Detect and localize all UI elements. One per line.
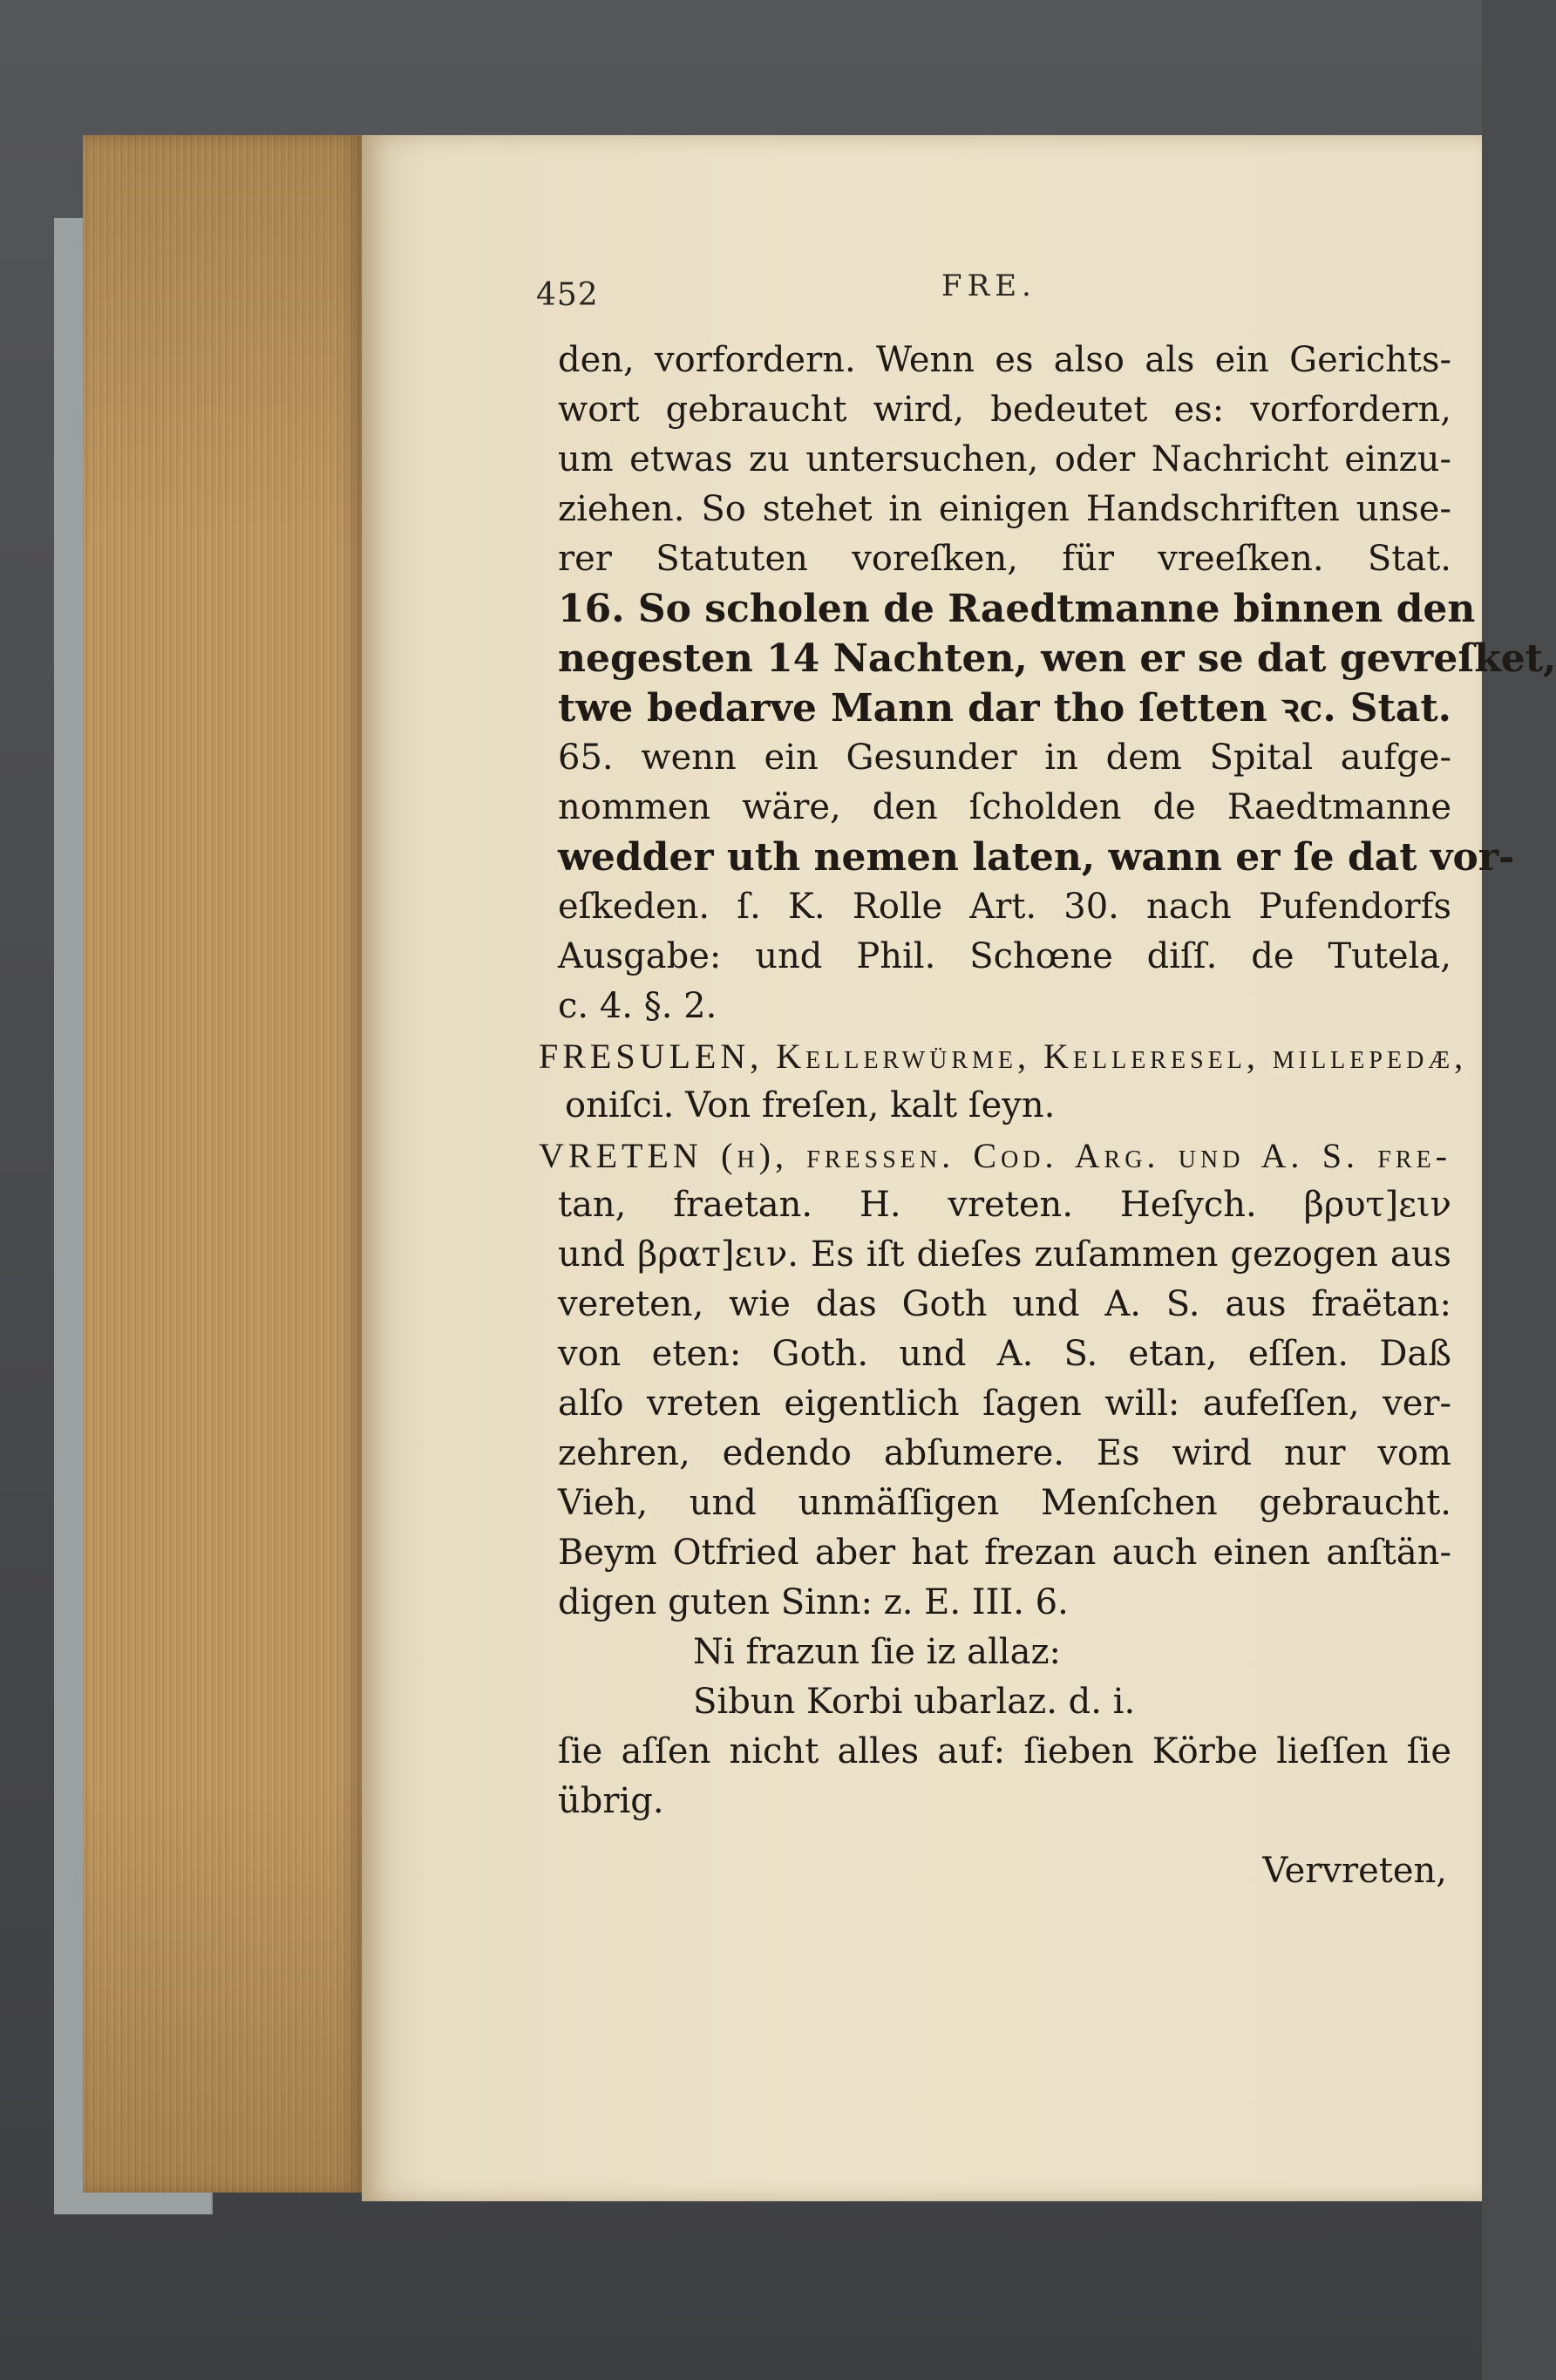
body-text xyxy=(539,336,1556,1826)
entry-fresulen: FRESULEN, Kellerwürme, Kelleresel, millepedæ, xyxy=(539,1037,1468,1076)
text-line: tan, fraetan. H. vreten. Heſych. βρυτ]ειν xyxy=(558,1185,1451,1225)
text-line: wort gebraucht wird, bedeutet es: vorfordern, xyxy=(558,390,1451,430)
text-line: twe bedarve Mann dar tho ſetten ꝛc. Stat. xyxy=(558,686,1451,731)
text-line: nommen wäre, den ſcholden de Raedtmanne xyxy=(558,787,1451,827)
text-line: von eten: Goth. und A. S. etan, eſſen. Daß xyxy=(558,1334,1451,1374)
page-number: 452 xyxy=(536,277,599,313)
text-line: Ausgabe: und Phil. Schœne diſſ. de Tutela, xyxy=(558,936,1451,976)
text-line: um etwas zu untersuchen, oder Nachricht einzu- xyxy=(558,439,1451,479)
text-line: ſie aſſen nicht alles auf: ſieben Körbe lieſſen ſie xyxy=(558,1731,1451,1771)
running-head: FRE. xyxy=(941,269,1036,303)
text-line: c. 4. §. 2. xyxy=(558,986,717,1026)
text-line: wedder uth nemen laten, wann er ſe dat vor- xyxy=(558,835,1515,880)
text-line: rer Statuten voreſken, für vreeſken. Stat. xyxy=(558,539,1451,579)
text-line: 65. wenn ein Gesunder in dem Spital aufge- xyxy=(558,738,1451,778)
catchword: Vervreten, xyxy=(1262,1851,1447,1891)
text-line: Vieh, und unmäſſigen Menſchen gebraucht. xyxy=(558,1483,1451,1523)
text-line: digen guten Sinn: z. E. III. 6. xyxy=(558,1582,1069,1622)
book-page-edges xyxy=(83,135,362,2193)
verse-line: Sibun Korbi ubarlaz. d. i. xyxy=(693,1682,1136,1722)
text-line: übrig. xyxy=(558,1781,664,1821)
text-line: ziehen. So stehet in einigen Handschriften unse- xyxy=(558,489,1451,529)
text-line: und βραт]ειν. Es iſt dieſes zuſammen gezogen aus xyxy=(558,1234,1451,1275)
verse-line: Ni frazun ſie iz allaz: xyxy=(693,1632,1061,1672)
text-line: zehren, edendo abſumere. Es wird nur vom xyxy=(558,1433,1451,1473)
text-line: negesten 14 Nachten, wen er se dat gevreſket, xyxy=(558,636,1556,681)
text-line: oniſci. Von freſen, kalt ſeyn. xyxy=(565,1085,1056,1125)
text-line: Beym Otfried aber hat frezan auch einen anſtän- xyxy=(558,1533,1451,1573)
entry-vreten: VRETEN (η), freſſen. Cod. Arg. und A. S. fre- xyxy=(539,1136,1451,1175)
text-line: 16. So scholen de Raedtmanne binnen den xyxy=(558,587,1476,631)
text-line: eſkeden. ſ. K. Rolle Art. 30. nach Pufendorfs xyxy=(558,887,1451,927)
text-line: vereten, wie das Goth und A. S. aus fraëtan: xyxy=(558,1284,1451,1324)
text-line: den, vorfordern. Wenn es also als ein Gerichts- xyxy=(558,340,1451,380)
text-line: alſo vreten eigentlich ſagen will: aufeſſen, ver- xyxy=(558,1384,1451,1424)
